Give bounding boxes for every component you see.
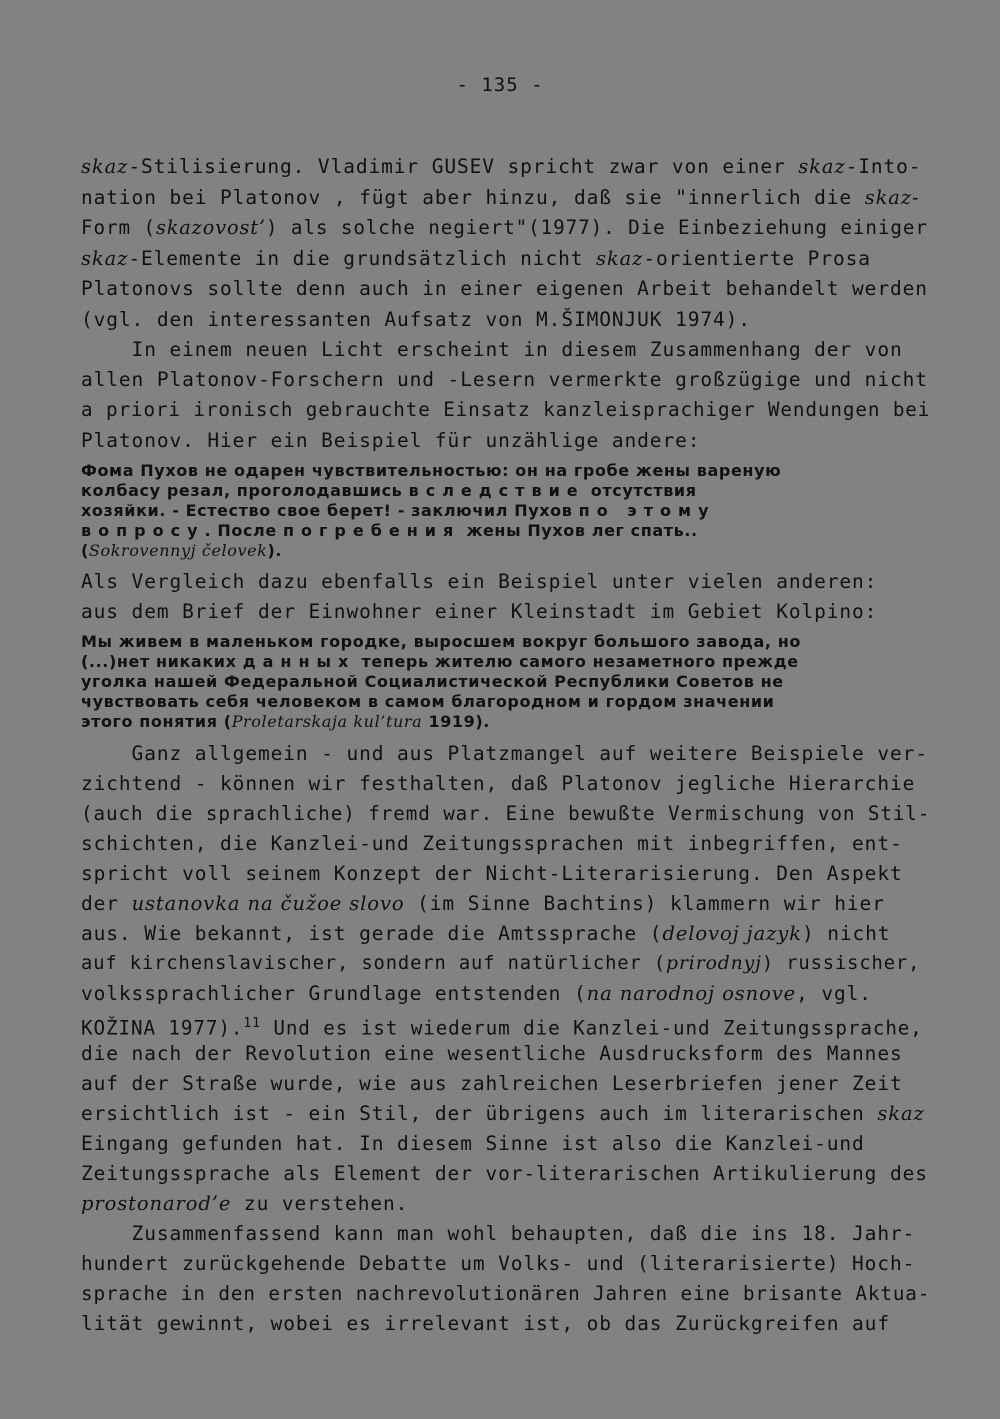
text-line: schichten, die Kanzlei-und Zeitungssprachen mit inbegriffen, ent- (81, 832, 903, 855)
text-line: Als Vergleich dazu ebenfalls ein Beispiel unter vielen anderen: (81, 570, 878, 593)
quote-line: Мы живем в маленьком городке, выросшем вокруг большого завода, но (81, 632, 801, 651)
text-line: Ganz allgemein - und aus Platzmangel auf weitere Beispiele ver- (81, 742, 928, 765)
text-line: Form (skazovost’) als solche negiert"(1977). Die Einbeziehung einiger (81, 216, 928, 239)
text-line: Zeitungssprache als Element der vor-literarischen Artikulierung des (81, 1162, 928, 1185)
text-line: spricht voll seinem Konzept der Nicht-Literarisierung. Den Aspekt (81, 862, 903, 885)
quote-line: уголка нашей Федеральной Социалистической Республики Советов не (81, 672, 784, 691)
quote-line: вопросу. После погребения жены Пухов лег спать.. (81, 521, 698, 540)
text-line: auf der Straße wurde, wie aus zahlreichen Leserbriefen jener Zeit (81, 1072, 903, 1095)
text-line: hundert zurückgehende Debatte um Volks- und (literarisierte) Hoch- (81, 1252, 916, 1275)
text-line: Platonovs sollte denn auch in einer eigenen Arbeit behandelt werden (81, 277, 928, 300)
text-line: der ustanovka na čužoe slovo (im Sinne Bachtins) klammern wir hier (81, 892, 885, 915)
quote-line: чувствовать себя человеком в самом благородном и гордом значении (81, 692, 775, 711)
text-line: ersichtlich ist - ein Stil, der übrigens auch im literarischen skaz (81, 1102, 925, 1125)
text-line: auf kirchenslavischer, sondern auf natürlicher (prirodnyj) russischer, (81, 953, 921, 974)
text-line: prostonarod’e zu verstehen. (81, 1192, 409, 1215)
text-line: In einem neuen Licht erscheint in diesem Zusammenhang der von (81, 338, 903, 361)
page-number: - 135 - (456, 74, 544, 96)
text-line: Zusammenfassend kann man wohl behaupten, daß die ins 18. Jahr- (81, 1222, 916, 1245)
text-line: volkssprachlicher Grundlage entstenden (na narodnoj osnove, vgl. (81, 982, 872, 1005)
text-line: (vgl. den interessanten Aufsatz von M.ŠIMONJUK 1974). (81, 308, 751, 331)
text-line: Eingang gefunden hat. In diesem Sinne ist also die Kanzlei-und (81, 1132, 865, 1155)
text-line: aus dem Brief der Einwohner einer Kleinstadt im Gebiet Kolpino: (81, 600, 878, 623)
text-line: sprache in den ersten nachrevolutionären Jahren eine brisante Aktua- (81, 1282, 931, 1305)
text-line: (auch die sprachliche) fremd war. Eine bewußte Vermischung von Stil- (81, 802, 931, 825)
quote-line: (...)нет никаких данных теперь жителю самого незаметного прежде (81, 652, 799, 671)
text-line: aus. Wie bekannt, ist gerade die Amtssprache (delovoj jazyk) nicht (81, 922, 891, 945)
quote-line: этого понятия (Proletarskaja kul’tura 1919). (81, 712, 490, 731)
text-line: zichtend - können wir festhalten, daß Platonov jegliche Hierarchie (81, 772, 916, 795)
text-line: skaz-Elemente in die grundsätzlich nicht skaz-orientierte Prosa (81, 247, 871, 270)
footnote-marker: 11 (243, 1016, 261, 1031)
text-line: lität gewinnt, wobei es irrelevant ist, ob das Zurückgreifen auf (81, 1312, 890, 1335)
text-line: skaz-Stilisierung. Vladimir GUSEV spricht zwar von einer skaz-Into- (81, 155, 922, 178)
quote-line: Фома Пухов не одарен чувствительностью: он на гробе жены вареную (81, 461, 782, 480)
text-line: KOŽINA 1977).$^{11}$ Und es ist wiederum die Kanzlei-und Zeitungssprache, (81, 1016, 923, 1040)
text-line: die nach der Revolution eine wesentliche Ausdrucksform des Mannes (81, 1042, 903, 1065)
text-line: nation bei Platonov , fügt aber hinzu, daß sie "innerlich die skaz- (81, 186, 920, 209)
quote-line: хозяйки. - Естество свое берет! - заключил Пухов по этому (81, 501, 716, 520)
text-line: Platonov. Hier ein Beispiel für unzählige andere: (81, 429, 701, 452)
text-line: a priori ironisch gebrauchte Einsatz kanzleisprachiger Wendungen bei (81, 398, 931, 421)
text-line: allen Platonov-Forschern und -Lesern vermerkte großzügige und nicht (81, 368, 928, 391)
quote-line: колбасу резал, проголодавшись вследствие отсутствия (81, 481, 697, 500)
quote-line: (Sokrovennyj čelovek). (81, 541, 283, 560)
